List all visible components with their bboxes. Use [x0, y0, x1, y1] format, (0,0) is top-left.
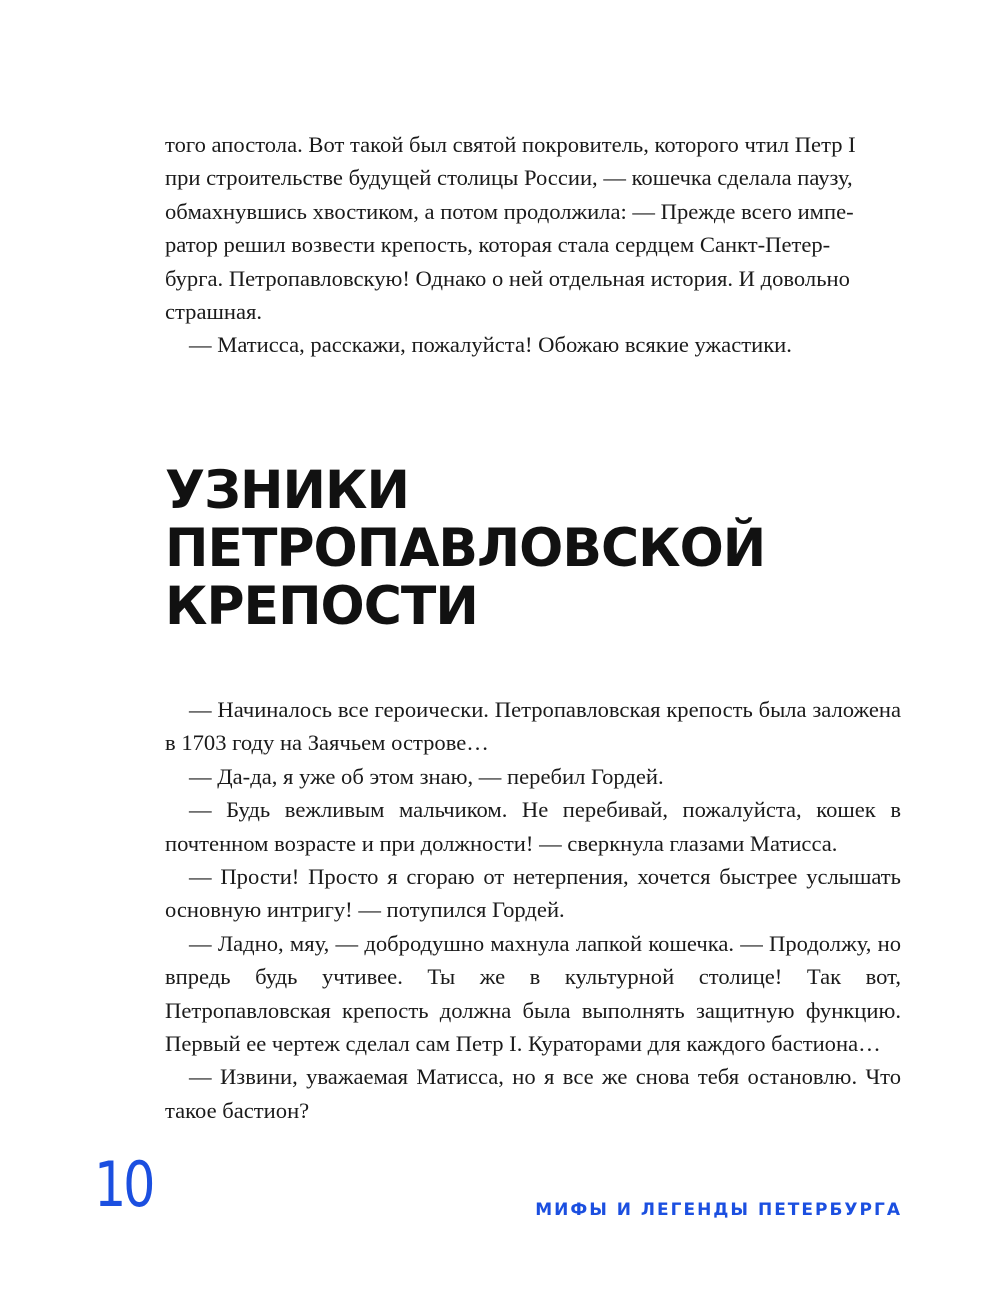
bottom-text-block: [165, 693, 901, 1127]
dialog-paragraph: — Будь вежливым мальчиком. Не перебивай, пожалуйста, кошек в почтенном возрасте и при должности! — сверкнула глазами Матисса.: [165, 797, 901, 856]
chapter-title-line: ПЕТРОПАВЛОВСКОЙ: [165, 518, 766, 579]
top-text-block: [165, 128, 901, 362]
text-line: ратор решил возвести крепость, которая стала сердцем Санкт-Петер-: [165, 232, 831, 258]
dialog-paragraph: — Матисса, расскажи, пожалуйста! Обожаю всякие ужастики.: [189, 332, 792, 358]
text-line: бурга. Петропавловскую! Однако о ней отдельная история. И довольно: [165, 265, 850, 291]
dialog-paragraph: — Ладно, мяу, — добродушно махнула лапкой кошечка. — Продолжу, но впредь будь учтивее. Ты же в культурной столице! Так вот, Петропавловская крепость должна была выполнять защитную функцию. Первый ее чертеж сделал сам Петр I. Кураторами для каждого бастиона…: [165, 930, 901, 1057]
text-line: обмахнувшись хвостиком, а потом продолжила: — Прежде всего импе-: [165, 198, 854, 224]
dialog-paragraph: — Да-да, я уже об этом знаю, — перебил Гордей.: [189, 763, 664, 789]
text-line: того апостола. Вот такой был святой покровитель, которого чтил Петр I: [165, 132, 856, 157]
text-line: страшная.: [165, 299, 263, 325]
chapter-title-line: УЗНИКИ: [165, 460, 409, 521]
chapter-title-line: КРЕПОСТИ: [165, 576, 478, 637]
paragraph-continuation: [165, 128, 901, 328]
dialog-paragraph: — Прости! Просто я сгораю от нетерпения, хочется быстрее услышать основную интригу! — потупился Гордей.: [165, 864, 901, 923]
chapter-title: [165, 462, 910, 636]
running-title: МИФЫ И ЛЕГЕНДЫ ПЕТЕРБУРГА: [535, 1200, 902, 1220]
text-line: при строительстве будущей столицы России, — кошечка сделала паузу,: [165, 165, 853, 191]
dialog-paragraph: — Извини, уважаемая Матисса, но я все же снова тебя остановлю. Что такое бастион?: [165, 1064, 901, 1123]
dialog-paragraph: — Начиналось все героически. Петропавловская крепость была заложена в 1703 году на Заячьем острове…: [165, 697, 901, 756]
page-number: 10: [94, 1148, 153, 1221]
